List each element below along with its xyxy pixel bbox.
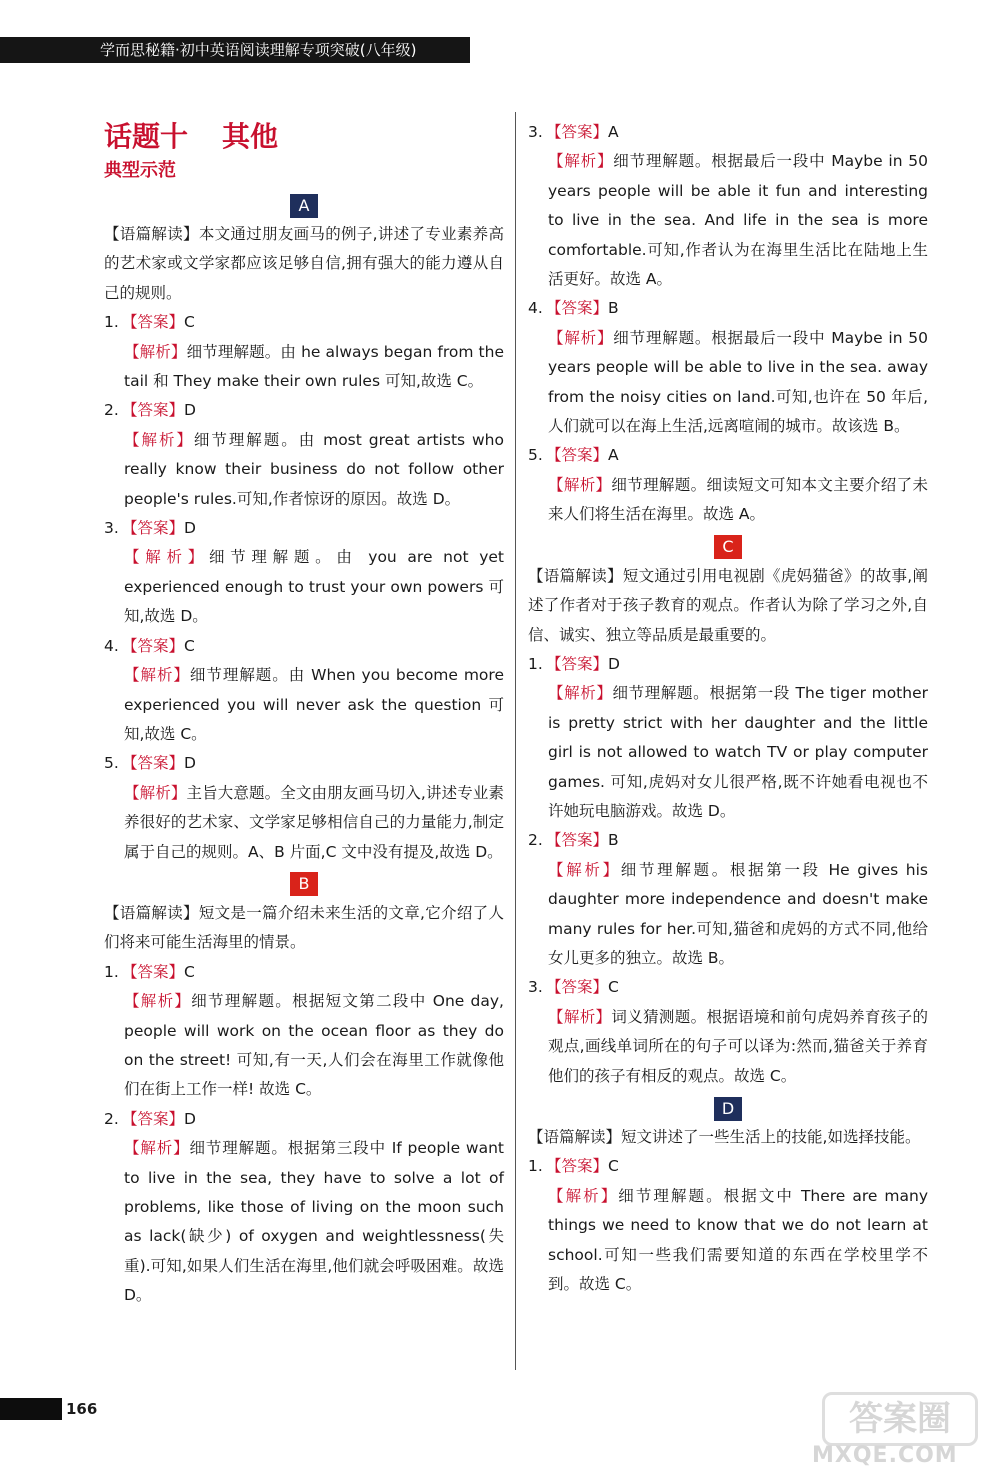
section-d-summary (528, 1123, 928, 1152)
section-badge-c-label: C (714, 535, 742, 559)
right-column (528, 118, 928, 1299)
item-number: 5. (528, 446, 543, 465)
analysis-label: 【解析】 (548, 1186, 619, 1205)
answer-value: D (608, 654, 620, 673)
answer-label: 【答案】 (122, 754, 185, 773)
section-b-item-2 (104, 1105, 504, 1311)
analysis-label: 【解析】 (124, 783, 187, 802)
answer-label: 【答案】 (546, 446, 609, 465)
section-a-item-5 (104, 749, 504, 867)
analysis-text: 细节理解题。根据第一段 He gives his daughter more independence and doesn't make many rules for her.可知,猫爸和虎妈的方式不同,他给女儿更多的独立。故选 B。 (548, 860, 928, 967)
analysis-text: 细节理解题。根据短文第二段中 One day, people will work on the ocean floor as they do on the street! 可知,有一天,人们会在海里工作就像他们在街上工作一样! 故选 C。 (124, 992, 504, 1099)
book-title: 学而思秘籍·初中英语阅读理解专项突破(八年级) (100, 41, 417, 59)
section-d-item-1 (528, 1152, 928, 1299)
item-number: 5. (104, 754, 119, 773)
section-b-item-3 (528, 118, 928, 294)
section-subtitle: 典型示范 (104, 160, 176, 181)
analysis-text: 细节理解题。由 When you become more experienced you will never ask the question 可知,故选 C。 (124, 666, 504, 743)
section-badge-c (528, 532, 928, 562)
answer-value: C (608, 1157, 619, 1176)
summary-text: 本文通过朋友画马的例子,讲述了专业素养高的艺术家或文学家都应该足够自信,拥有强大的能力遵从自己的规则。 (104, 225, 504, 302)
item-number: 3. (528, 978, 543, 997)
section-badge-b-label: B (290, 872, 318, 896)
analysis-label: 【解析】 (124, 548, 209, 567)
answer-label: 【答案】 (546, 978, 609, 997)
answer-label: 【答案】 (546, 299, 609, 318)
analysis-label: 【解析】 (124, 342, 187, 361)
page-number-bar (0, 1398, 62, 1420)
section-a-item-4 (104, 632, 504, 750)
left-column (104, 118, 504, 1311)
answer-value: D (184, 401, 196, 420)
item-number: 3. (104, 519, 119, 538)
section-a-item-1 (104, 308, 504, 396)
analysis-text: 细节理解题。根据最后一段中 Maybe in 50 years people will be able it fun and interesting to live in the sea. And life in the sea is more comfortable.可知,作者认为在海里生活比在陆地上生活更好。故选 A。 (548, 152, 928, 289)
answer-label: 【答案】 (546, 831, 609, 850)
summary-text: 短文是一篇介绍未来生活的文章,它介绍了人们将来可能生活海里的情景。 (104, 903, 504, 952)
section-b-summary (104, 899, 504, 958)
analysis-text: 细节理解题。根据最后一段中 Maybe in 50 years people will be able to live in the sea. away from the noisy cities on land.可知,也许在 50 年后,人们就可以在海上生活,远离喧闹的城市。故该选 B。 (548, 328, 928, 436)
analysis-text: 词义猜测题。根据语境和前句虎妈养育孩子的观点,画线单词所在的句子可以译为:然而,猫爸关于养育他们的孩子有相反的观点。故选 C。 (548, 1007, 928, 1085)
item-number: 2. (104, 1109, 119, 1128)
analysis-label: 【解析】 (124, 430, 194, 449)
answer-value: C (608, 978, 619, 997)
answer-value: C (184, 636, 195, 655)
section-c-item-3 (528, 973, 928, 1091)
answer-label: 【答案】 (546, 1157, 609, 1176)
answer-value: D (184, 754, 196, 773)
analysis-text: 细节理解题。由 most great artists who really know their business do not follow other people's rules.可知,作者惊讶的原因。故选 D。 (124, 430, 504, 508)
item-number: 1. (528, 1157, 543, 1176)
section-b-item-4 (528, 294, 928, 441)
answer-value: A (608, 123, 619, 141)
section-a-summary (104, 220, 504, 308)
page-number: 166 (66, 1400, 98, 1418)
answer-label: 【答案】 (122, 962, 185, 981)
summary-text: 短文通过引用电视剧《虎妈猫爸》的故事,阐述了作者对于孩子教育的观点。作者认为除了学习之外,自信、诚实、独立等品质是最重要的。 (528, 566, 928, 644)
item-number: 4. (104, 636, 119, 655)
answer-value: D (184, 519, 196, 538)
analysis-text: 细节理解题。由 you are not yet experienced enough to trust your own powers 可知,故选 D。 (124, 548, 504, 626)
topic-title-main: 话题十 (104, 120, 189, 153)
topic-title-sub: 其他 (222, 120, 279, 153)
analysis-label: 【解析】 (548, 475, 612, 494)
analysis-label: 【解析】 (548, 152, 614, 171)
section-c-summary (528, 562, 928, 650)
item-number: 4. (528, 299, 543, 318)
section-b-item-1 (104, 958, 504, 1105)
item-number: 3. (528, 123, 543, 141)
answer-label: 【答案】 (546, 654, 609, 673)
section-badge-a (104, 190, 504, 220)
summary-label: 【语篇解读】 (104, 225, 199, 243)
section-b-item-5 (528, 441, 928, 529)
section-badge-b (104, 869, 504, 899)
section-a-item-3 (104, 514, 504, 632)
item-number: 1. (528, 654, 543, 673)
section-c-item-1 (528, 650, 928, 826)
column-divider (515, 112, 516, 1370)
section-c-item-2 (528, 826, 928, 973)
analysis-label: 【解析】 (548, 1007, 612, 1026)
answer-label: 【答案】 (122, 636, 185, 655)
analysis-text: 细节理解题。由 he always began from the tail 和 They make their own rules 可知,故选 C。 (124, 342, 504, 391)
item-number: 2. (104, 401, 119, 420)
summary-label: 【语篇解读】 (528, 566, 623, 585)
watermark-url: MXQE.COM (812, 1443, 958, 1468)
analysis-text: 细节理解题。根据文中 There are many things we need to know that we do not learn at school.可知一些我们需要知道的东西在学校里学不到。故选 C。 (548, 1186, 928, 1294)
section-badge-a-label: A (290, 194, 318, 218)
section-a-item-2 (104, 396, 504, 514)
topic-title (104, 118, 504, 156)
analysis-text: 细节理解题。根据第一段 The tiger mother is pretty strict with her daughter and the little girl is not allowed to watch TV or play computer games. 可知,虎妈对女儿很严格,既不许她看电视也不许她玩电脑游戏。故选 D。 (548, 684, 928, 820)
answer-value: C (184, 962, 195, 981)
answer-value: D (184, 1109, 196, 1128)
watermark-logo: 答案圈 (822, 1392, 978, 1446)
analysis-label: 【解析】 (124, 992, 192, 1011)
analysis-label: 【解析】 (548, 860, 621, 879)
item-number: 2. (528, 831, 543, 850)
summary-label: 【语篇解读】 (528, 1128, 622, 1146)
section-badge-d-label: D (714, 1097, 742, 1121)
analysis-text: 细节理解题。细读短文可知本文主要介绍了未来人们将生活在海里。故选 A。 (548, 475, 928, 524)
header-bar (0, 37, 470, 63)
answer-value: A (608, 446, 619, 465)
answer-value: B (608, 299, 619, 318)
summary-label: 【语篇解读】 (104, 903, 199, 922)
analysis-label: 【解析】 (124, 1139, 190, 1158)
answer-label: 【答案】 (546, 123, 609, 141)
analysis-label: 【解析】 (548, 328, 614, 347)
answer-label: 【答案】 (122, 519, 185, 538)
analysis-text: 主旨大意题。全文由朋友画马切入,讲述专业素养很好的艺术家、文学家足够相信自己的力量能力,制定属于自己的规则。A、B 片面,C 文中没有提及,故选 D。 (124, 783, 504, 861)
summary-text: 短文讲述了一些生活上的技能,如选择技能。 (621, 1128, 921, 1146)
section-badge-d (528, 1093, 928, 1123)
answer-label: 【答案】 (122, 313, 185, 332)
analysis-label: 【解析】 (548, 684, 613, 703)
item-number: 1. (104, 962, 119, 981)
item-number: 1. (104, 313, 119, 332)
answer-value: B (608, 831, 619, 850)
answer-value: C (184, 313, 195, 332)
answer-label: 【答案】 (122, 1109, 185, 1128)
analysis-label: 【解析】 (124, 666, 190, 685)
analysis-text: 细节理解题。根据第三段中 If people want to live in the sea, they have to solve a lot of problems, like those of living on the moon such as lack(缺少) of oxygen and weightlessness(失重).可知,如果人们生活在海里,他们就会呼吸困难。故选 D。 (124, 1139, 504, 1305)
answer-label: 【答案】 (122, 401, 185, 420)
